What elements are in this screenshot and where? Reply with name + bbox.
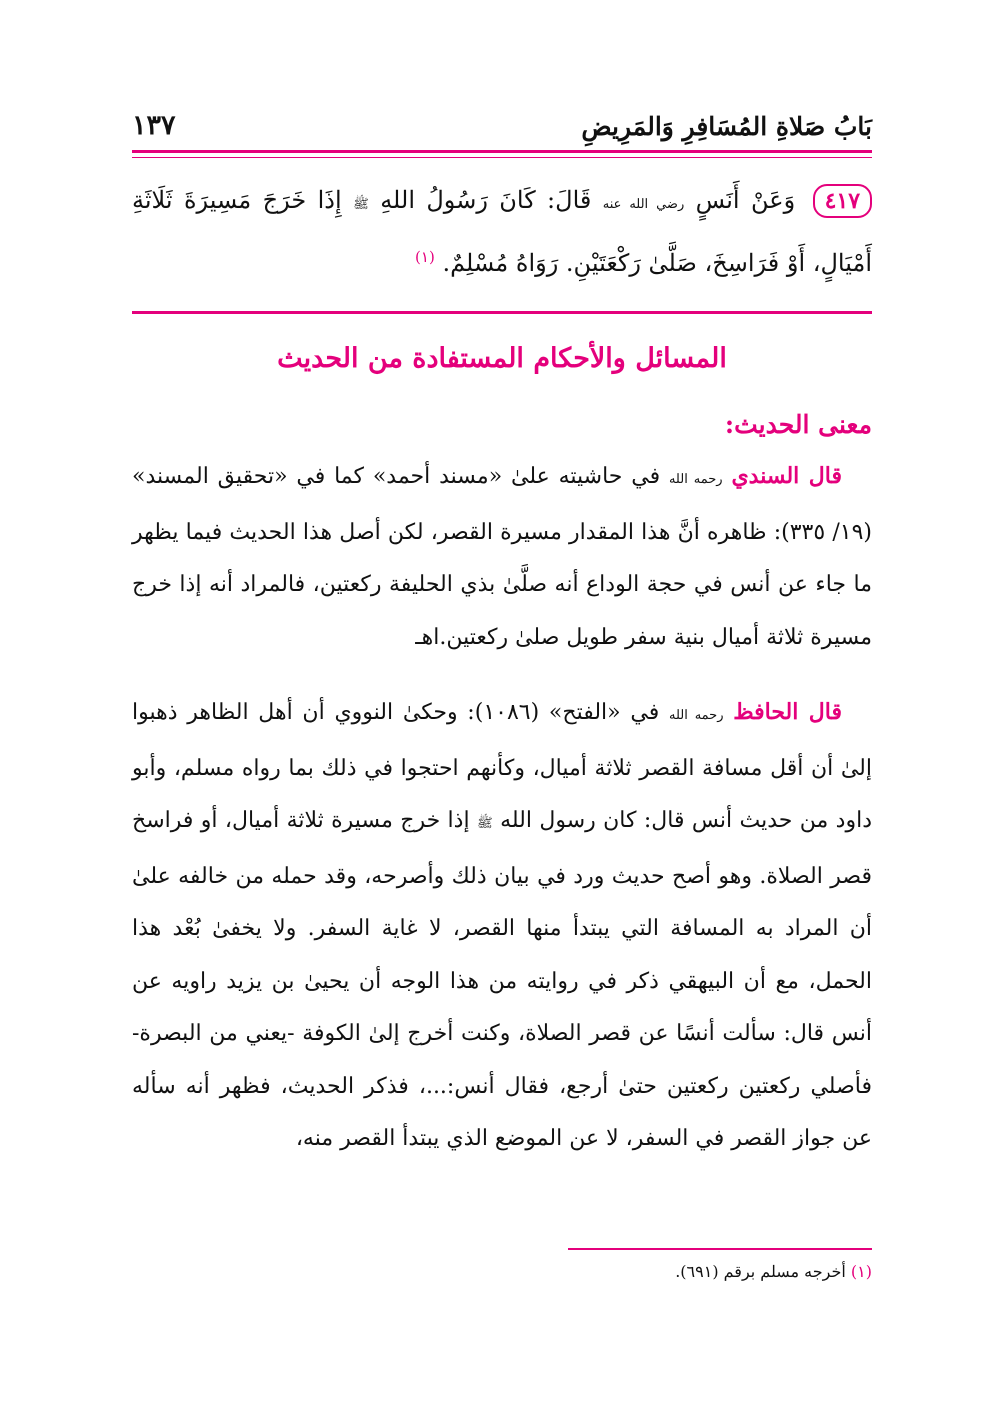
- honorific-glyph: رحمه الله: [668, 708, 724, 723]
- commentary-paragraph: [132, 686, 872, 1166]
- section-divider: [132, 311, 872, 314]
- paragraph-text: في حاشيته علىٰ «مسند أحمد» كما في «تحقيق المسند» (١٩/ ٣٣٥): ظاهره أنَّ هذا المقدار مسيرة القصر، لكن أصل هذا الحديث فيما يظهر ما جاء عن أنس في حجة الوداع أنه صلَّىٰ بذي الحليفة ركعتين، فالمراد أنه إذا خرج مسيرة ثلاثة أميال بنية سفر طويل صلىٰ ركعتين.اهـ: [132, 464, 872, 650]
- honorific-glyph: رحمه الله: [668, 472, 723, 487]
- footnote-rule: [568, 1248, 872, 1250]
- hadith-text-part: إِذَا خَرَجَ مَسِيرَةَ ثَلَاثَةِ أَمْيَالٍ، أَوْ فَرَاسِخَ، صَلَّىٰ رَكْعَتَيْنِ. رَوَاهُ مُسْلِمٌ.: [132, 186, 872, 277]
- hadith-text-part: قَالَ: كَانَ رَسُولُ اللهِ: [380, 186, 592, 214]
- salutation-glyph: ﷺ: [353, 197, 369, 212]
- footnote: [675, 1262, 872, 1281]
- speaker-name: قال السندي: [731, 463, 842, 489]
- speaker-name: قال الحافظ: [733, 699, 842, 725]
- salutation-glyph: ﷺ: [476, 816, 493, 831]
- hadith-number-badge: ٤١٧: [813, 184, 872, 218]
- paragraph-text: إذا خرج مسيرة ثلاثة أميال، أو فراسخ قصر الصلاة. وهو أصح حديث ورد في بيان ذلك وأصرحه، وقد حمله من خالفه علىٰ أن المراد به المسافة التي يبتدأ منها القصر، لا غاية السفر. ولا يخفىٰ بُعْد هذا الحمل، مع أن البيهقي ذكر في روايته من هذا الوجه أن يحيىٰ بن يزيد راويه عن أنس قال: سألت أنسًا عن قصر الصلاة، وكنت أخرج إلىٰ الكوفة -يعني من البصرة- فأصلي ركعتين ركعتين حتىٰ أرجع، فقال أنس:...، فذكر الحديث، فظهر أنه سأله عن جواز القصر في السفر، لا عن الموضع الذي يبتدأ القصر منه،: [132, 808, 872, 1151]
- page-number: ١٣٧: [132, 110, 176, 141]
- header-rule-thick: [132, 150, 872, 153]
- chapter-title: بَابُ صَلاةِ المُسَافِرِ وَالمَرِيضِ: [581, 112, 872, 141]
- hadith-text: [132, 174, 872, 290]
- commentary-paragraph: [132, 450, 872, 664]
- footnote-text: أخرجه مسلم برقم (٦٩١).: [675, 1262, 846, 1281]
- footnote-number: (١): [850, 1262, 872, 1281]
- honorific-glyph: رضي الله عنه: [602, 197, 685, 212]
- hadith-text-part: وَعَنْ أَنَسٍ: [695, 186, 796, 214]
- section-heading: المسائل والأحكام المستفادة من الحديث: [277, 343, 727, 374]
- header-rule-thin: [132, 157, 872, 158]
- subheading: معنى الحديث:: [724, 410, 872, 439]
- footnote-reference: (١): [415, 248, 435, 266]
- paragraph-text: في «الفتح» (١٠٨٦): وحكىٰ النووي أن أهل الظاهر ذهبوا إلىٰ أن أقل مسافة القصر ثلاثة أميال، وكأنهم احتجوا في ذلك بما رواه مسلم، وأبو داود من حديث أنس قال: كان رسول الله: [132, 700, 872, 833]
